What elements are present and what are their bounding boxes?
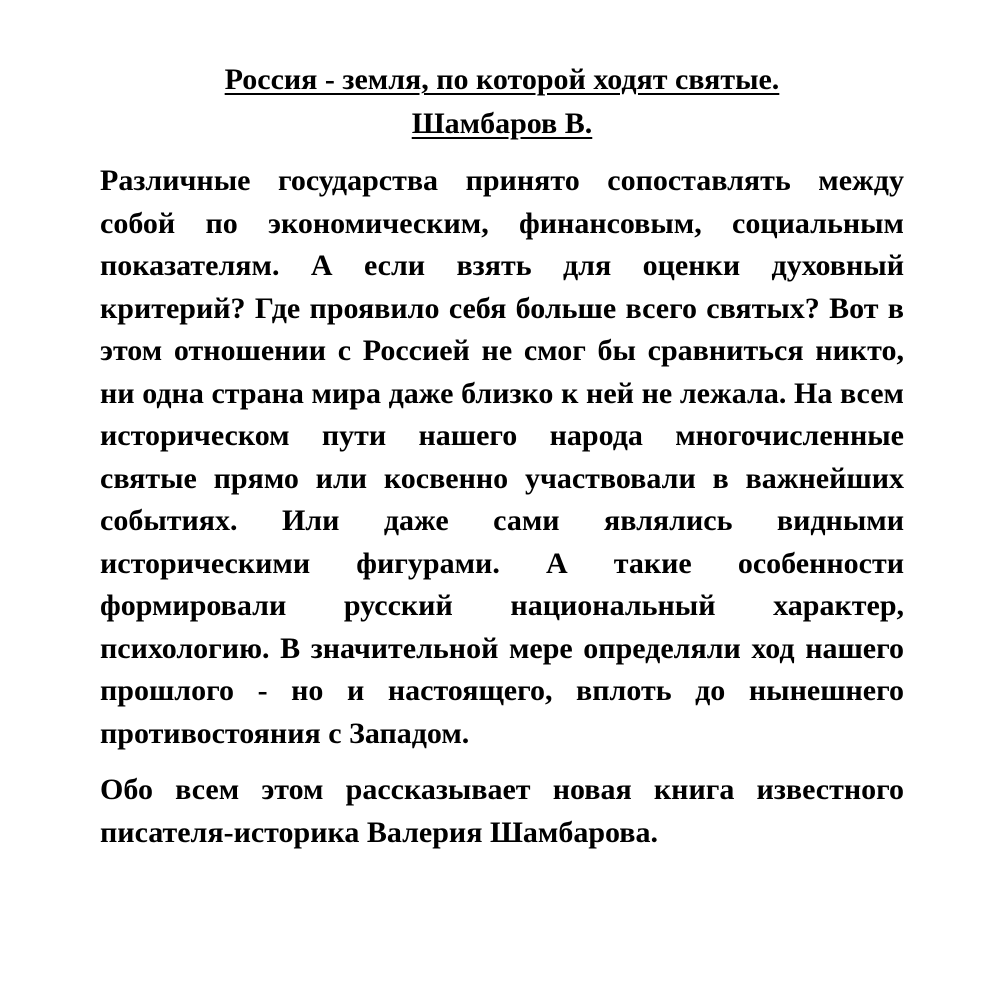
author-line — [100, 102, 904, 146]
body-paragraph-2: Обо всем этом рассказывает новая книга известного писателя-историка Валерия Шамбарова. — [100, 773, 904, 849]
author-name-text: Шамбаров В. — [411, 107, 593, 140]
title-line-1-text: Россия - земля, по которой ходят святые. — [224, 63, 780, 96]
title-line-1 — [100, 58, 904, 102]
body-paragraph-1: Различные государства принято сопоставлять между собой по экономическим, финансовым, социальным показателям. А если взять для оценки духовный критерий? Где проявило себя больше всего святых? Вот в этом отношении с Россией не смог бы сравниться никто, ни одна страна мира даже близко к ней не лежала. На всем историческом пути нашего народа многочисленные святые прямо или косвенно участвовали в важнейших событиях. Или даже сами являлись видными историческими фигурами. А такие особенности формировали русский национальный характер, психологию. В значительной мере определяли ход нашего прошлого - но и настоящего, вплоть до нынешнего противостояния с Западом. — [100, 164, 904, 750]
document-page — [100, 58, 904, 854]
